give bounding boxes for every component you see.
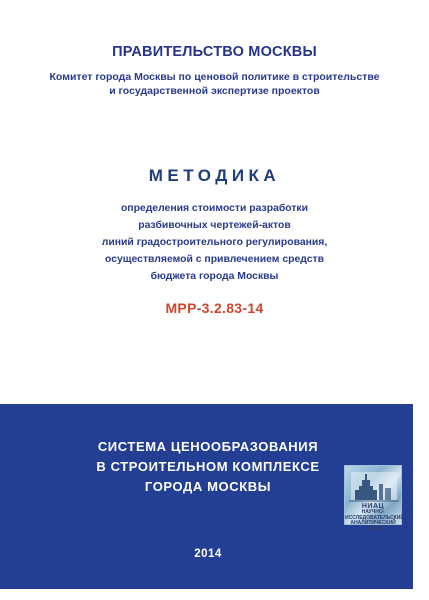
series-line: В СТРОИТЕЛЬНОМ КОМПЛЕКСЕ bbox=[96, 459, 320, 474]
series-title bbox=[84, 437, 332, 497]
series-line: ГОРОДА МОСКВЫ bbox=[144, 479, 272, 494]
document-code: МРР-3.2.83-14 bbox=[165, 300, 264, 316]
hologram-sticker bbox=[344, 465, 404, 532]
description-line: бюджета города Москвы bbox=[150, 271, 279, 282]
hologram-brand: НИАЦ bbox=[361, 503, 385, 510]
series-line: СИСТЕМА ЦЕНООБРАЗОВАНИЯ bbox=[97, 439, 319, 454]
description-line: линий градостроительного регулирования, bbox=[101, 237, 328, 248]
hologram-label bbox=[345, 503, 404, 532]
hologram-line: ЦЕНТР bbox=[364, 525, 382, 532]
publication-year: 2014 bbox=[194, 548, 222, 560]
committee-line: и государственной экспертизе проектов bbox=[109, 85, 320, 97]
hologram-line: АНАЛИТИЧЕСКИЙ bbox=[350, 520, 396, 526]
hologram-line: ИССЛЕДОВАТЕЛЬСКИЙ bbox=[345, 514, 404, 521]
document-description bbox=[0, 200, 429, 285]
description-line: осуществляемой с привлечением средств bbox=[105, 254, 324, 265]
description-line: разбивочных чертежей-актов bbox=[138, 220, 291, 231]
government-title: ПРАВИТЕЛЬСТВО МОСКВЫ bbox=[112, 44, 317, 60]
committee-line: Комитет города Москвы по ценовой политике в строительстве bbox=[49, 71, 380, 83]
description-line: определения стоимости разработки bbox=[120, 203, 309, 214]
committee-name bbox=[0, 70, 429, 98]
hologram-line: НАУЧНО- bbox=[361, 509, 385, 515]
document-title: МЕТОДИКА bbox=[148, 166, 281, 185]
